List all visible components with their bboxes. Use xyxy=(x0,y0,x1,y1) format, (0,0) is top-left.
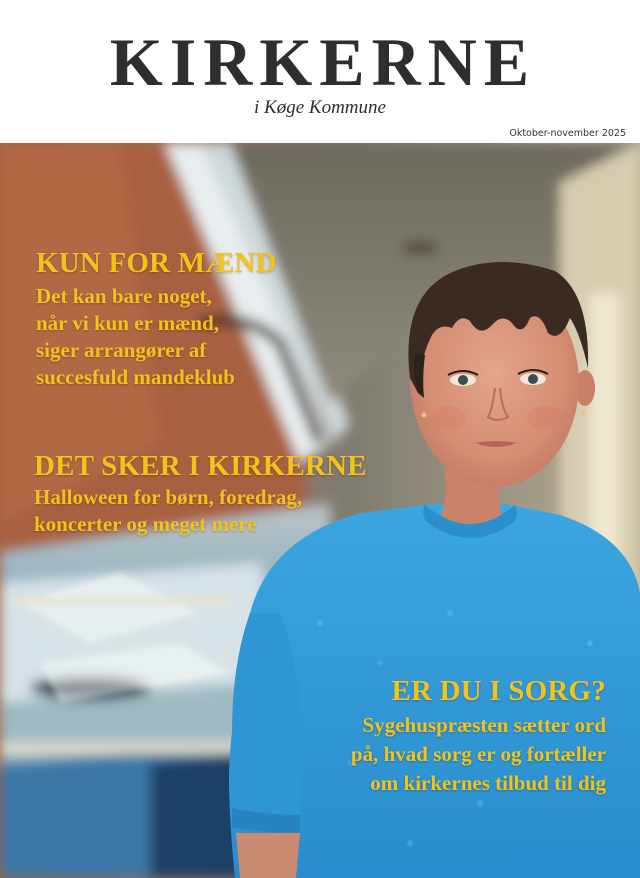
cover-story-kun-for-maend[interactable] xyxy=(36,248,277,391)
story-deck-line: om kirkernes tilbud til dig xyxy=(370,771,606,795)
story-deck-line: Det kan bare noget, xyxy=(36,284,212,308)
cover-story-det-sker-i-kirkerne[interactable] xyxy=(34,451,367,538)
story-deck-line: siger arrangører af xyxy=(36,338,207,362)
story-headline: DET SKER I KIRKERNE xyxy=(34,450,367,482)
masthead xyxy=(0,0,640,143)
cover-story-er-du-i-sorg[interactable] xyxy=(351,676,606,798)
magazine-title: KIRKERNE xyxy=(109,24,537,100)
story-deck-line: Halloween for børn, foredrag, xyxy=(34,485,303,509)
issue-date: Oktober-november 2025 xyxy=(509,128,626,139)
story-deck xyxy=(34,484,367,538)
story-deck-line: koncerter og meget mere xyxy=(34,512,257,536)
story-headline: KUN FOR MÆND xyxy=(36,247,277,279)
story-deck xyxy=(351,711,606,798)
magazine-subtitle: i Køge Kommune xyxy=(254,97,386,118)
story-deck-line: når vi kun er mænd, xyxy=(36,311,220,335)
story-deck xyxy=(36,283,277,391)
story-deck-line: på, hvad sorg er og fortæller xyxy=(350,742,606,766)
story-deck-line: Sygehuspræsten sætter ord xyxy=(362,713,606,737)
story-headline: ER DU I SORG? xyxy=(391,675,606,707)
story-deck-line: succesfuld mandeklub xyxy=(36,365,235,389)
